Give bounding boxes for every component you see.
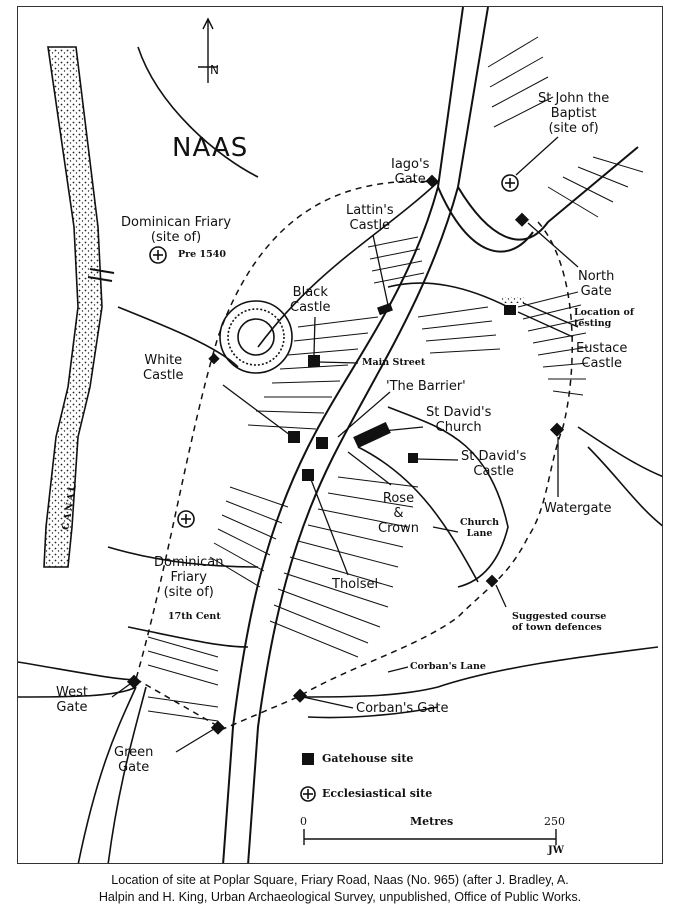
eustace-castle-block xyxy=(504,305,516,315)
scale-start-label: 0 xyxy=(300,815,307,828)
st-john-baptist-marker xyxy=(502,175,518,191)
label-st-davids-church: St David's Church xyxy=(426,405,492,435)
label-rose-crown: Rose & Crown xyxy=(378,491,419,536)
cartographer-initials: JW xyxy=(548,845,564,856)
label-dominican-friary-1: Dominican Friary (site of) xyxy=(121,215,232,245)
label-the-barrier: 'The Barrier' xyxy=(386,379,466,394)
label-iagos-gate: Iago's Gate xyxy=(391,157,430,187)
label-church-lane: Church Lane xyxy=(460,517,500,539)
gatehouse-west-gate xyxy=(128,675,141,688)
scale-unit-label: Metres xyxy=(410,815,454,828)
figure-caption xyxy=(0,872,680,906)
label-north-gate: North Gate xyxy=(578,269,615,299)
label-17th-century: 17th Cent xyxy=(168,611,221,622)
dominican-friary-1-marker xyxy=(150,247,166,263)
white-castle-block xyxy=(288,431,300,443)
tholsel-block xyxy=(302,469,314,481)
label-tholsel: Tholsel xyxy=(332,577,379,592)
legend-symbols xyxy=(301,753,315,801)
label-pre-1540: Pre 1540 xyxy=(178,249,226,260)
barrier-block xyxy=(316,437,328,449)
label-location-of-testing: Location of testing xyxy=(574,307,634,329)
legend-gatehouse-symbol xyxy=(302,753,314,765)
north-label: N xyxy=(210,63,219,77)
label-corbans-lane: Corban's Lane xyxy=(410,661,486,672)
legend-ecclesiastical-symbol xyxy=(301,787,315,801)
label-watergate: Watergate xyxy=(544,501,612,516)
label-main-street: Main Street xyxy=(362,357,426,368)
label-white-castle: White Castle xyxy=(143,353,184,383)
caption-line-2: Halpin and H. King, Urban Archaeological Survey, unpublished, Office of Public Works. xyxy=(98,890,582,904)
label-suggested-course: Suggested course of town defences xyxy=(512,611,607,633)
legend-gatehouse-label: Gatehouse site xyxy=(322,752,414,765)
scale-bar xyxy=(304,829,556,845)
dominican-friary-2-marker xyxy=(178,511,194,527)
label-dominican-friary-2: Dominican Friary (site of) xyxy=(154,555,224,600)
st-davids-castle-block xyxy=(408,453,418,463)
label-black-castle: Black Castle xyxy=(290,285,331,315)
map-frame xyxy=(17,6,663,864)
label-lattins-castle: Lattin's Castle xyxy=(346,203,394,233)
label-green-gate: Green Gate xyxy=(114,745,154,775)
label-canal: CANAL xyxy=(60,482,80,531)
legend-ecclesiastical-label: Ecclesiastical site xyxy=(322,787,433,800)
st-davids-church-block xyxy=(353,422,391,448)
location-of-testing-block xyxy=(502,297,524,303)
label-eustace-castle: Eustace Castle xyxy=(576,341,628,371)
roads xyxy=(18,47,663,864)
black-castle-block xyxy=(308,355,320,367)
gatehouse-north-gate xyxy=(516,213,529,226)
label-west-gate: West Gate xyxy=(56,685,88,715)
label-st-davids-castle: St David's Castle xyxy=(461,449,527,479)
canal xyxy=(44,47,114,567)
map-title: NAAS xyxy=(172,133,249,163)
earthwork-mound xyxy=(220,301,292,373)
scale-end-label: 250 xyxy=(544,815,565,828)
caption-line-1: Location of site at Poplar Square, Friary Road, Naas (No. 965) (after J. Bradley, A. xyxy=(111,873,569,887)
gatehouse-corbans-gate xyxy=(294,689,307,702)
label-corbans-gate: Corban's Gate xyxy=(356,701,449,716)
label-st-john-baptist: St John the Baptist (site of) xyxy=(538,91,610,136)
gatehouse-suggested xyxy=(486,575,497,586)
gatehouse-watergate xyxy=(551,423,564,436)
